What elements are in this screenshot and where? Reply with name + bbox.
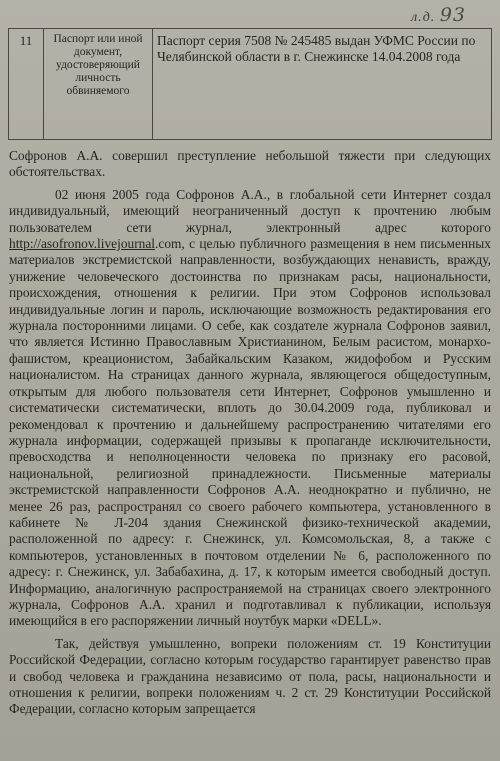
row-label: Паспорт или иной документ, удостоверяющий личность обвиняемого [44,29,153,140]
row-number: 11 [9,29,44,140]
paragraph-last: Так, действуя умышленно, вопреки положениям ст. 19 Конституции Российской Федерации, согласно которым государство гарантирует равенство прав и свобод человека и гражданина независимо от пола, расы, национальности и отношения к религии, вопреки положениям ч. 2 ст. 29 Конституции Российской Федерации, согласно которым запрещается [9,635,491,717]
page-mark-prefix: л.д. [411,10,436,25]
table-row [9,29,492,140]
info-table [8,28,492,140]
document-body [9,148,491,724]
journal-link[interactable]: http://asofronov.livejournal [9,236,156,252]
page-mark-number: 93 [439,4,466,26]
paragraph-intro: Софронов А.А. совершил преступление небольшой тяжести при следующих обстоятельствах. [9,148,491,180]
row-value: Паспорт серия 7508 № 245485 выдан УФМС России по Челябинской области в г. Снежинске 14.04.2008 года [153,29,492,140]
paragraph-main-rest: .com, с целью публичного размещения в нем письменных материалов экстремистской направленности, возбуждающих ненависть, вражду, унижение человеческого достоинства по признакам расы, национальности, происхождения, отношения к религии. При этом Софронов использовал индивидуальные логин и пароль, исключающие возможность редактирования его журнала посторонними лицами. О себе, как создателе журнала Софронов заявил, что является Истинно Православным Христианином, Белым расистом, монархо-фашистом, креационистом, Забайкальским Казаком, жидофобом и Русским националистом. На страницах данного журнала, являющегося общедоступным, открытым для любого пользователя сети Интернет, Софронов умышленно и систематически систематически, вплоть до 30.04.2009 года, публиковал и рекомендовал к прочтению и дальнейшему распространению читателями его журнала информации, содержащей призывы к пропаганде исключительности, превосходства и неполноценности человека по признаку его расовой, национальной, религиозной принадлежности. Письменные материалы экстремистской направленности Софронов А.А. неоднократно и публично, не менее 26 раз, распространял со своего рабочего компьютера, установленного в кабинете № Л-204 здания Снежинской физико-технической академии, расположенной по адресу: г. Снежинск, ул. Комсомольская, 8, а также с компьютеров, установленных в почтовом отделении № 6, расположенного по адресу: г. Снежинск, ул. Забабахина, д. 17, к которым имеется свободный доступ. Информацию, аналогичную распространяемой на страницах своего электронного журнала, Софронов А.А. хранил и подготавливал к публикации, используя имеющийся в его распоряжении личный ноутбук марки «DELL». [9,236,491,629]
paragraph-main-start: 02 июня 2005 года Софронов А.А., в глобальной сети Интернет создал индивидуальный, имеющий неограниченный доступ к прочтению любым пользователем сети журнал, электронный адрес которого [9,186,491,235]
page-number-mark [411,4,466,26]
paragraph-main [9,187,491,630]
